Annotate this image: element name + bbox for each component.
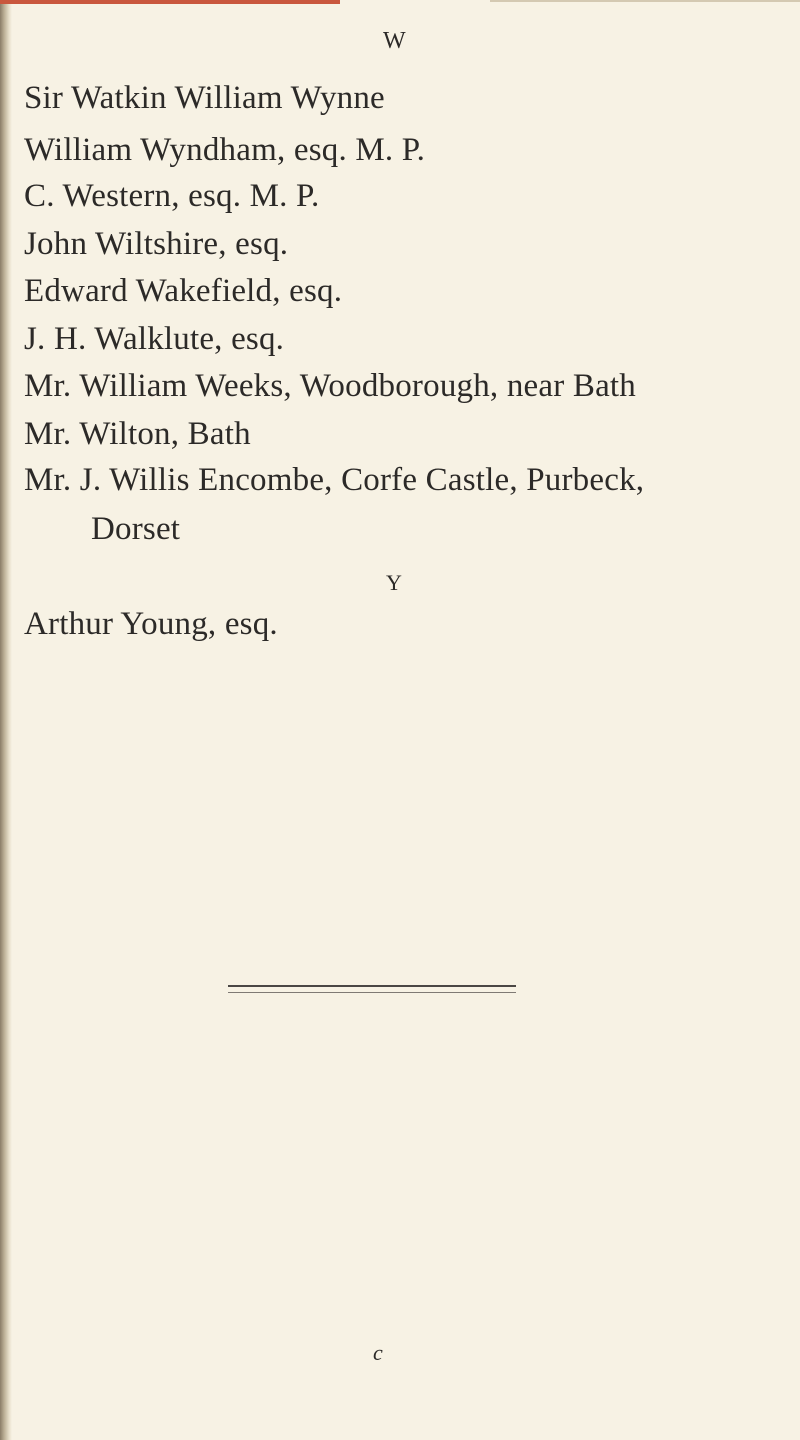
list-item: Sir Watkin William Wynne [24, 80, 385, 116]
section-heading-w: W [383, 28, 407, 54]
list-item: Edward Wakefield, esq. [24, 273, 343, 309]
list-item: Mr. J. Willis Encombe, Corfe Castle, Purbeck, [24, 462, 645, 498]
section-heading-y: Y [386, 570, 403, 595]
signature-mark: c [373, 1340, 383, 1365]
list-item: C. Western, esq. M. P. [24, 178, 320, 214]
list-item: Arthur Young, esq. [24, 606, 278, 642]
end-rule-divider [228, 985, 516, 993]
list-item: William Wyndham, esq. M. P. [24, 132, 426, 168]
top-edge-line [490, 0, 800, 2]
list-item: Mr. Wilton, Bath [24, 416, 251, 452]
top-edge-mark [0, 0, 340, 4]
binding-gutter [0, 0, 12, 1440]
list-item-continuation: Dorset [91, 511, 181, 547]
list-item: Mr. William Weeks, Woodborough, near Bath [24, 368, 636, 404]
list-item: J. H. Walklute, esq. [24, 321, 285, 357]
list-item: John Wiltshire, esq. [24, 226, 289, 262]
